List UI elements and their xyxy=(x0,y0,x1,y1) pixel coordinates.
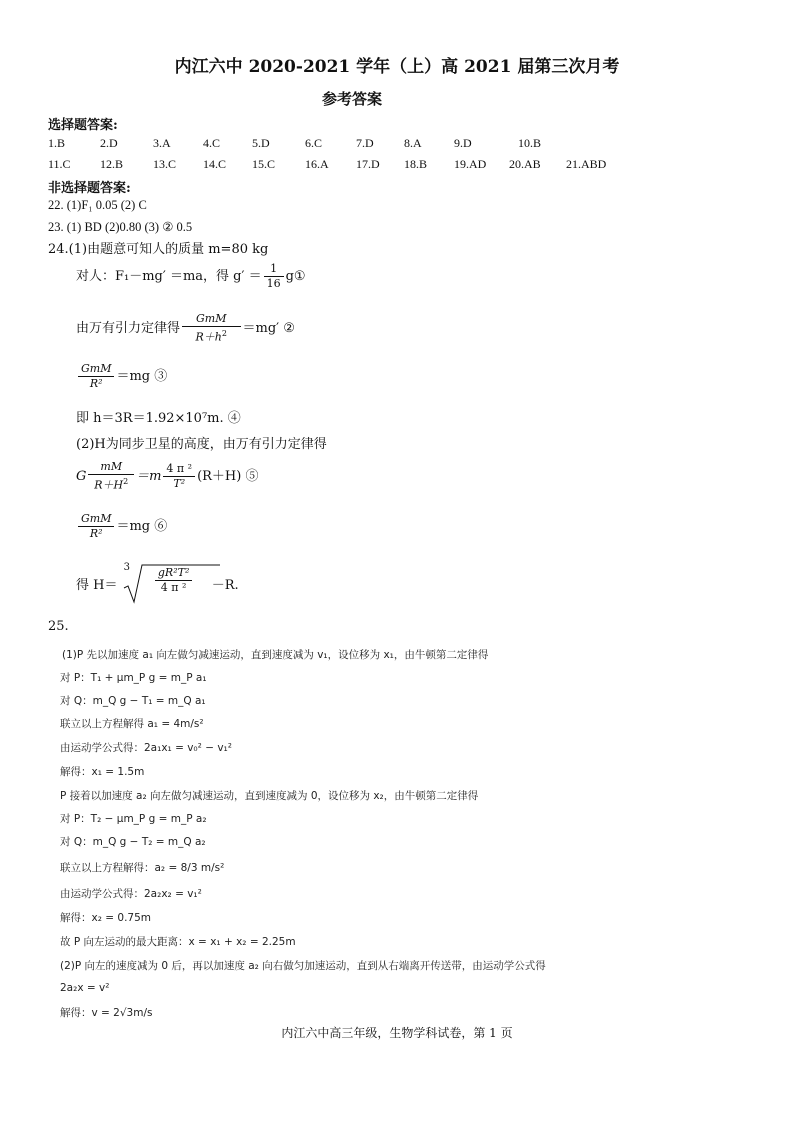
eq3-suffix: ＝mg ③ xyxy=(116,369,168,384)
q25-line: 解得：v = 2√3m/s xyxy=(60,1007,153,1019)
q25-line: 由运动学公式得：2a₁x₁ = v₀² − v₁² xyxy=(60,742,232,754)
eq5-exponent: 2 xyxy=(123,477,129,486)
q25-label: 25. xyxy=(48,619,69,634)
answer-item: 10.B xyxy=(518,136,542,150)
eq1-prefix: 对人：F₁－mg′ ＝ma，得 g′ ＝ xyxy=(76,269,262,284)
answer-q22: 22. (1)F₁ 0.05 (2) C xyxy=(48,198,147,212)
answer-item: 11.C xyxy=(48,157,71,171)
eq7-prefix: 得 H＝ xyxy=(76,577,118,593)
answer-item: 7.D xyxy=(356,136,374,150)
q25-line: 由运动学公式得：2a₂x₂ = v₁² xyxy=(60,888,202,900)
eq1-denominator: 16 xyxy=(266,277,281,290)
q24-equation-2 xyxy=(76,312,295,345)
answer-item: 4.C xyxy=(203,136,221,150)
answer-item: 13.C xyxy=(153,157,177,171)
eq5-prefix: G xyxy=(76,468,87,484)
eq1-numerator: 1 xyxy=(264,262,284,277)
eq2-numerator: GmM xyxy=(182,312,240,327)
answer-item: 15.C xyxy=(252,157,276,171)
page-subtitle: 参考答案 xyxy=(322,90,383,108)
eq5-denominator: R＋H xyxy=(94,478,124,492)
q25-line: (1)P 先以加速度 a₁ 向左做匀减速运动，直到速度减为 v₁，设位移为 x₁，由牛顿第二定律得 xyxy=(62,649,489,661)
q24-equation-6 xyxy=(76,512,167,541)
answer-item: 9.D xyxy=(454,136,472,150)
root-index: 3 xyxy=(123,562,130,573)
page-title: 内江六中 2020-2021 学年（上）高 2021 届第三次月考 xyxy=(174,57,620,77)
q24-equation-3 xyxy=(76,362,167,391)
eq7-denominator: 4 π ² xyxy=(160,581,187,594)
answer-item: 20.AB xyxy=(509,157,541,171)
eq5-suffix: (R＋H) ⑤ xyxy=(197,468,259,484)
eq6-suffix: ＝mg ⑥ xyxy=(116,519,168,534)
q25-line: 联立以上方程解得：a₂ = 8/3 m/s² xyxy=(60,862,225,874)
q25-line: 解得：x₂ = 0.75m xyxy=(60,912,152,924)
q24-equation-5 xyxy=(76,460,258,493)
answer-item: 2.D xyxy=(100,136,118,150)
non-choice-heading: 非选择题答案: xyxy=(48,181,131,196)
eq7-suffix: －R. xyxy=(211,577,239,593)
eq5-numerator-2: 4 π ² xyxy=(163,462,195,477)
eq3-denominator: R² xyxy=(89,377,103,390)
answer-q23: 23. (1) BD (2)0.80 (3) ② 0.5 xyxy=(48,220,193,234)
q25-line: 2a₂x = v² xyxy=(60,982,110,994)
eq2-prefix: 由万有引力定律得 xyxy=(76,320,181,336)
q25-line: 联立以上方程解得 a₁ = 4m/s² xyxy=(60,718,204,730)
answer-item: 16.A xyxy=(305,157,329,171)
eq5-denominator-2: T² xyxy=(173,476,186,490)
q24-part-2: (2)H为同步卫星的高度，由万有引力定律得 xyxy=(76,437,327,452)
answer-item: 19.AD xyxy=(454,157,487,171)
eq6-numerator: GmM xyxy=(78,512,114,527)
q24-equation-4: 即 h＝3R＝1.92×10⁷m. ④ xyxy=(76,411,241,426)
eq7-numerator: gR²T² xyxy=(155,566,192,581)
cube-root xyxy=(122,562,222,604)
answer-item: 17.D xyxy=(356,157,380,171)
answer-q24-intro: 24.(1)由题意可知人的质量 m=80 kg xyxy=(48,242,269,257)
q24-equation-1 xyxy=(76,262,306,291)
answer-item: 18.B xyxy=(404,157,428,171)
q25-line: 对 Q：m_Q g − T₁ = m_Q a₁ xyxy=(60,695,206,707)
eq1-suffix: g① xyxy=(285,269,306,284)
answer-item: 1.B xyxy=(48,136,66,150)
answer-item: 3.A xyxy=(153,136,171,150)
q25-line: 对 P：T₂ − μm_P g = m_P a₂ xyxy=(60,813,207,825)
answer-item: 12.B xyxy=(100,157,124,171)
answer-item: 6.C xyxy=(305,136,323,150)
eq2-denominator: R＋h xyxy=(195,330,222,344)
q25-line: (2)P 向左的速度减为 0 后，再以加速度 a₂ 向右做匀加速运动，直到从右端离开传送带，由运动学公式得 xyxy=(60,960,546,972)
answer-item: 5.D xyxy=(252,136,270,150)
eq2-exponent: 2 xyxy=(221,329,227,338)
q25-line: 故 P 向左运动的最大距离：x = x₁ + x₂ = 2.25m xyxy=(60,936,296,948)
choice-heading: 选择题答案: xyxy=(48,118,118,133)
answer-item: 8.A xyxy=(404,136,422,150)
eq6-denominator: R² xyxy=(89,527,103,540)
q25-line: 对 P：T₁ + μm_P g = m_P a₁ xyxy=(60,672,207,684)
eq3-numerator: GmM xyxy=(78,362,114,377)
q25-line: P 接着以加速度 a₂ 向左做匀减速运动，直到速度减为 0，设位移为 x₂，由牛顿第二定律得 xyxy=(60,790,479,802)
q25-line: 解得：x₁ = 1.5m xyxy=(60,766,145,778)
answer-item: 14.C xyxy=(203,157,227,171)
q25-line: 对 Q：m_Q g − T₂ = m_Q a₂ xyxy=(60,836,206,848)
page-footer: 内江六中高三年级，生物学科试卷，第 1 页 xyxy=(281,1026,513,1040)
eq2-suffix: ＝mg′ ② xyxy=(242,320,295,336)
q24-equation-7 xyxy=(76,562,239,604)
eq5-mid: ＝m xyxy=(136,468,162,484)
answer-item: 21.ABD xyxy=(566,157,607,171)
eq5-numerator: mM xyxy=(88,460,134,475)
